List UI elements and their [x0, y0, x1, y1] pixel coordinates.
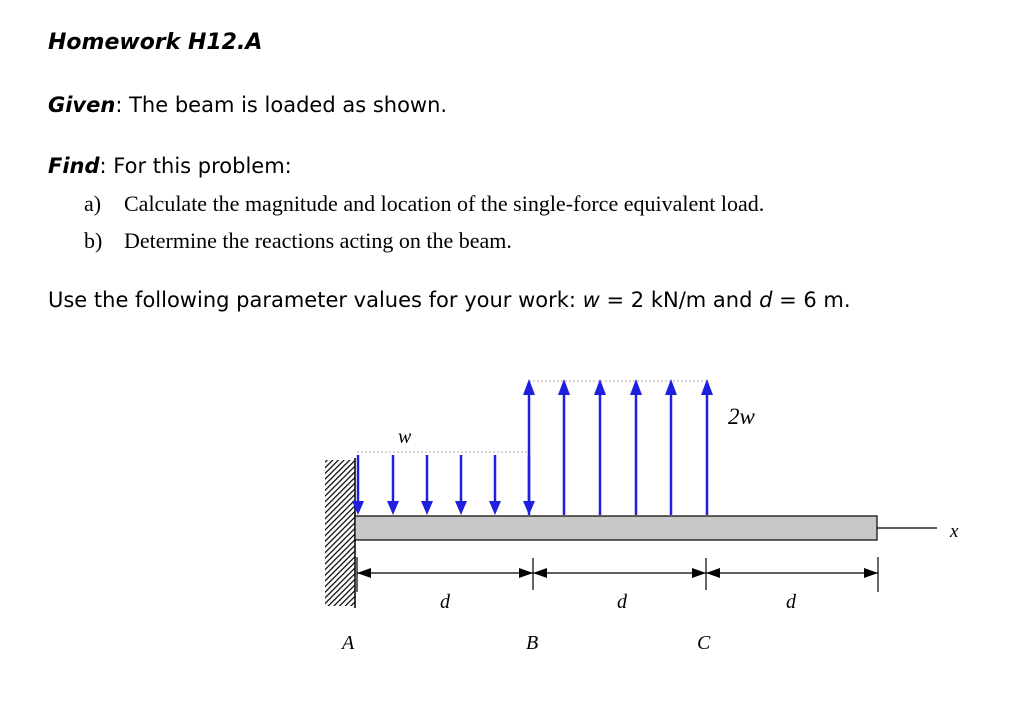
load-arrow-up [558, 379, 570, 515]
load-arrow-up [665, 379, 677, 515]
load-arrow-down [489, 455, 501, 515]
find-colon: : [99, 154, 114, 178]
fixed-wall-support [325, 460, 355, 606]
params-prefix: Use the following parameter values for your work: [48, 288, 583, 312]
find-item-marker: a) [84, 191, 102, 216]
load-w-label: w [398, 426, 412, 448]
dimension-label-d: d [617, 591, 627, 613]
given-text: The beam is loaded as shown. [129, 93, 448, 117]
load-arrow-up [630, 379, 642, 515]
find-item-text: Determine the reactions acting on the beam. [124, 228, 512, 253]
find-item-text: Calculate the magnitude and location of the single-force equivalent load. [124, 191, 765, 216]
point-label-a: A [342, 632, 355, 654]
dimension-label-d: d [786, 591, 796, 613]
given-colon: : [115, 93, 130, 117]
load-arrow-up [594, 379, 606, 515]
w-value: = 2 kN/m and [599, 288, 760, 312]
given-label: Given [48, 93, 116, 117]
find-item-marker: b) [84, 228, 103, 253]
load-arrow-down [387, 455, 399, 515]
load-arrow-up [701, 379, 713, 515]
d-value: = 6 m. [772, 288, 851, 312]
find-label: Find [48, 154, 100, 178]
beam [355, 516, 877, 540]
point-label-b: B [526, 632, 539, 654]
find-text: For this problem: [113, 154, 292, 178]
point-label-c: C [697, 632, 711, 654]
w-symbol: w [582, 288, 600, 312]
x-axis-label: x [950, 521, 959, 542]
d-symbol: d [759, 288, 773, 312]
load-arrow-up [523, 379, 535, 515]
load-arrow-down [455, 455, 467, 515]
load-arrow-down [421, 455, 433, 515]
load-2w-label: 2w [728, 404, 755, 429]
load-2w-arrows [523, 379, 713, 515]
dimension-line [357, 557, 878, 592]
load-w-arrows [352, 455, 535, 515]
dimension-label-d: d [440, 591, 450, 613]
page-title: Homework H12.A [48, 30, 263, 55]
